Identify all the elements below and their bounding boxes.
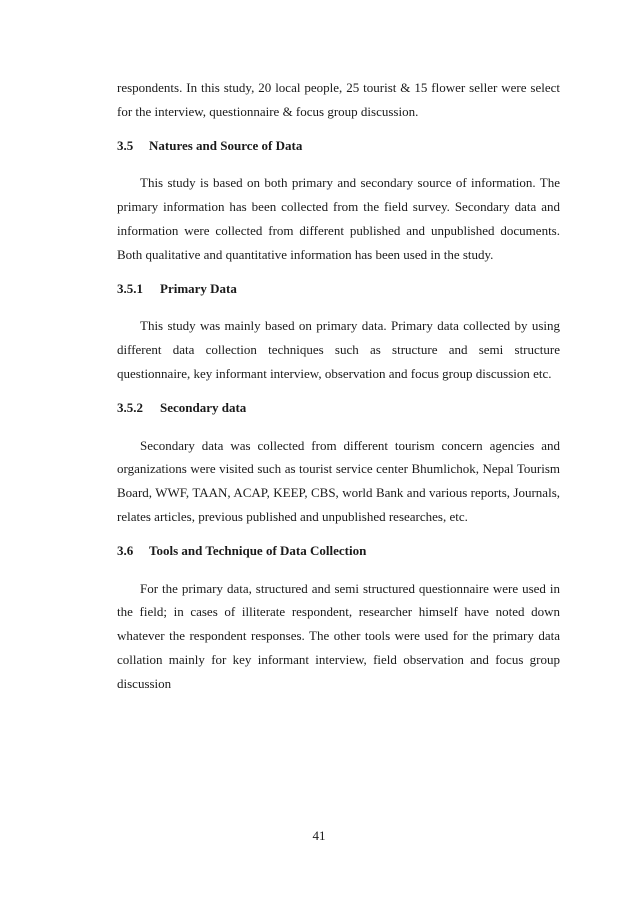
paragraph-tools-technique: For the primary data, structured and semi structured questionnaire were used in the field; in cases of illiterate respondent, researcher himself have noted down whatever the respondent responses. The other tools were used for the primary data collation mainly for key informant interview, field observation and focus group discussion [117,580,560,691]
section-heading-3-6 [117,539,560,563]
section-title: Tools and Technique of Data Collection [149,542,367,558]
section-number: 3.5 [117,137,134,153]
section-heading-3-5 [117,134,560,158]
paragraph-primary-data: This study was mainly based on primary data. Primary data collected by using different data collection techniques such as structure and semi structure questionnaire, key informant interview, observation and focus group discussion etc. [117,318,560,381]
section-number: 3.6 [117,542,134,558]
section-title: Primary Data [160,280,237,296]
paragraph-respondents: respondents. In this study, 20 local people, 25 tourist & 15 flower seller were select for the interview, questionnaire & focus group discussion. [117,80,560,119]
paragraph-secondary-data: Secondary data was collected from different tourism concern agencies and organizations were visited such as tourist service center Bhumlichok, Nepal Tourism Board, WWF, TAAN, ACAP, KEEP, CBS, world Bank and various reports, Journals, relates articles, previous published and unpublished researches, etc. [117,437,560,524]
section-title: Natures and Source of Data [149,137,303,153]
section-heading-3-5-1 [117,277,560,301]
paragraph-natures-source: This study is based on both primary and secondary source of information. The primary information has been collected from the field survey. Secondary data and information were collected from different published and unpublished documents. Both qualitative and quantitative information has been used in the study. [117,175,560,262]
section-number: 3.5.2 [117,399,143,415]
page-number: 41 [312,828,326,843]
document-page [117,76,560,696]
section-heading-3-5-2 [117,396,560,420]
section-number: 3.5.1 [117,280,143,296]
section-title: Secondary data [160,399,247,415]
